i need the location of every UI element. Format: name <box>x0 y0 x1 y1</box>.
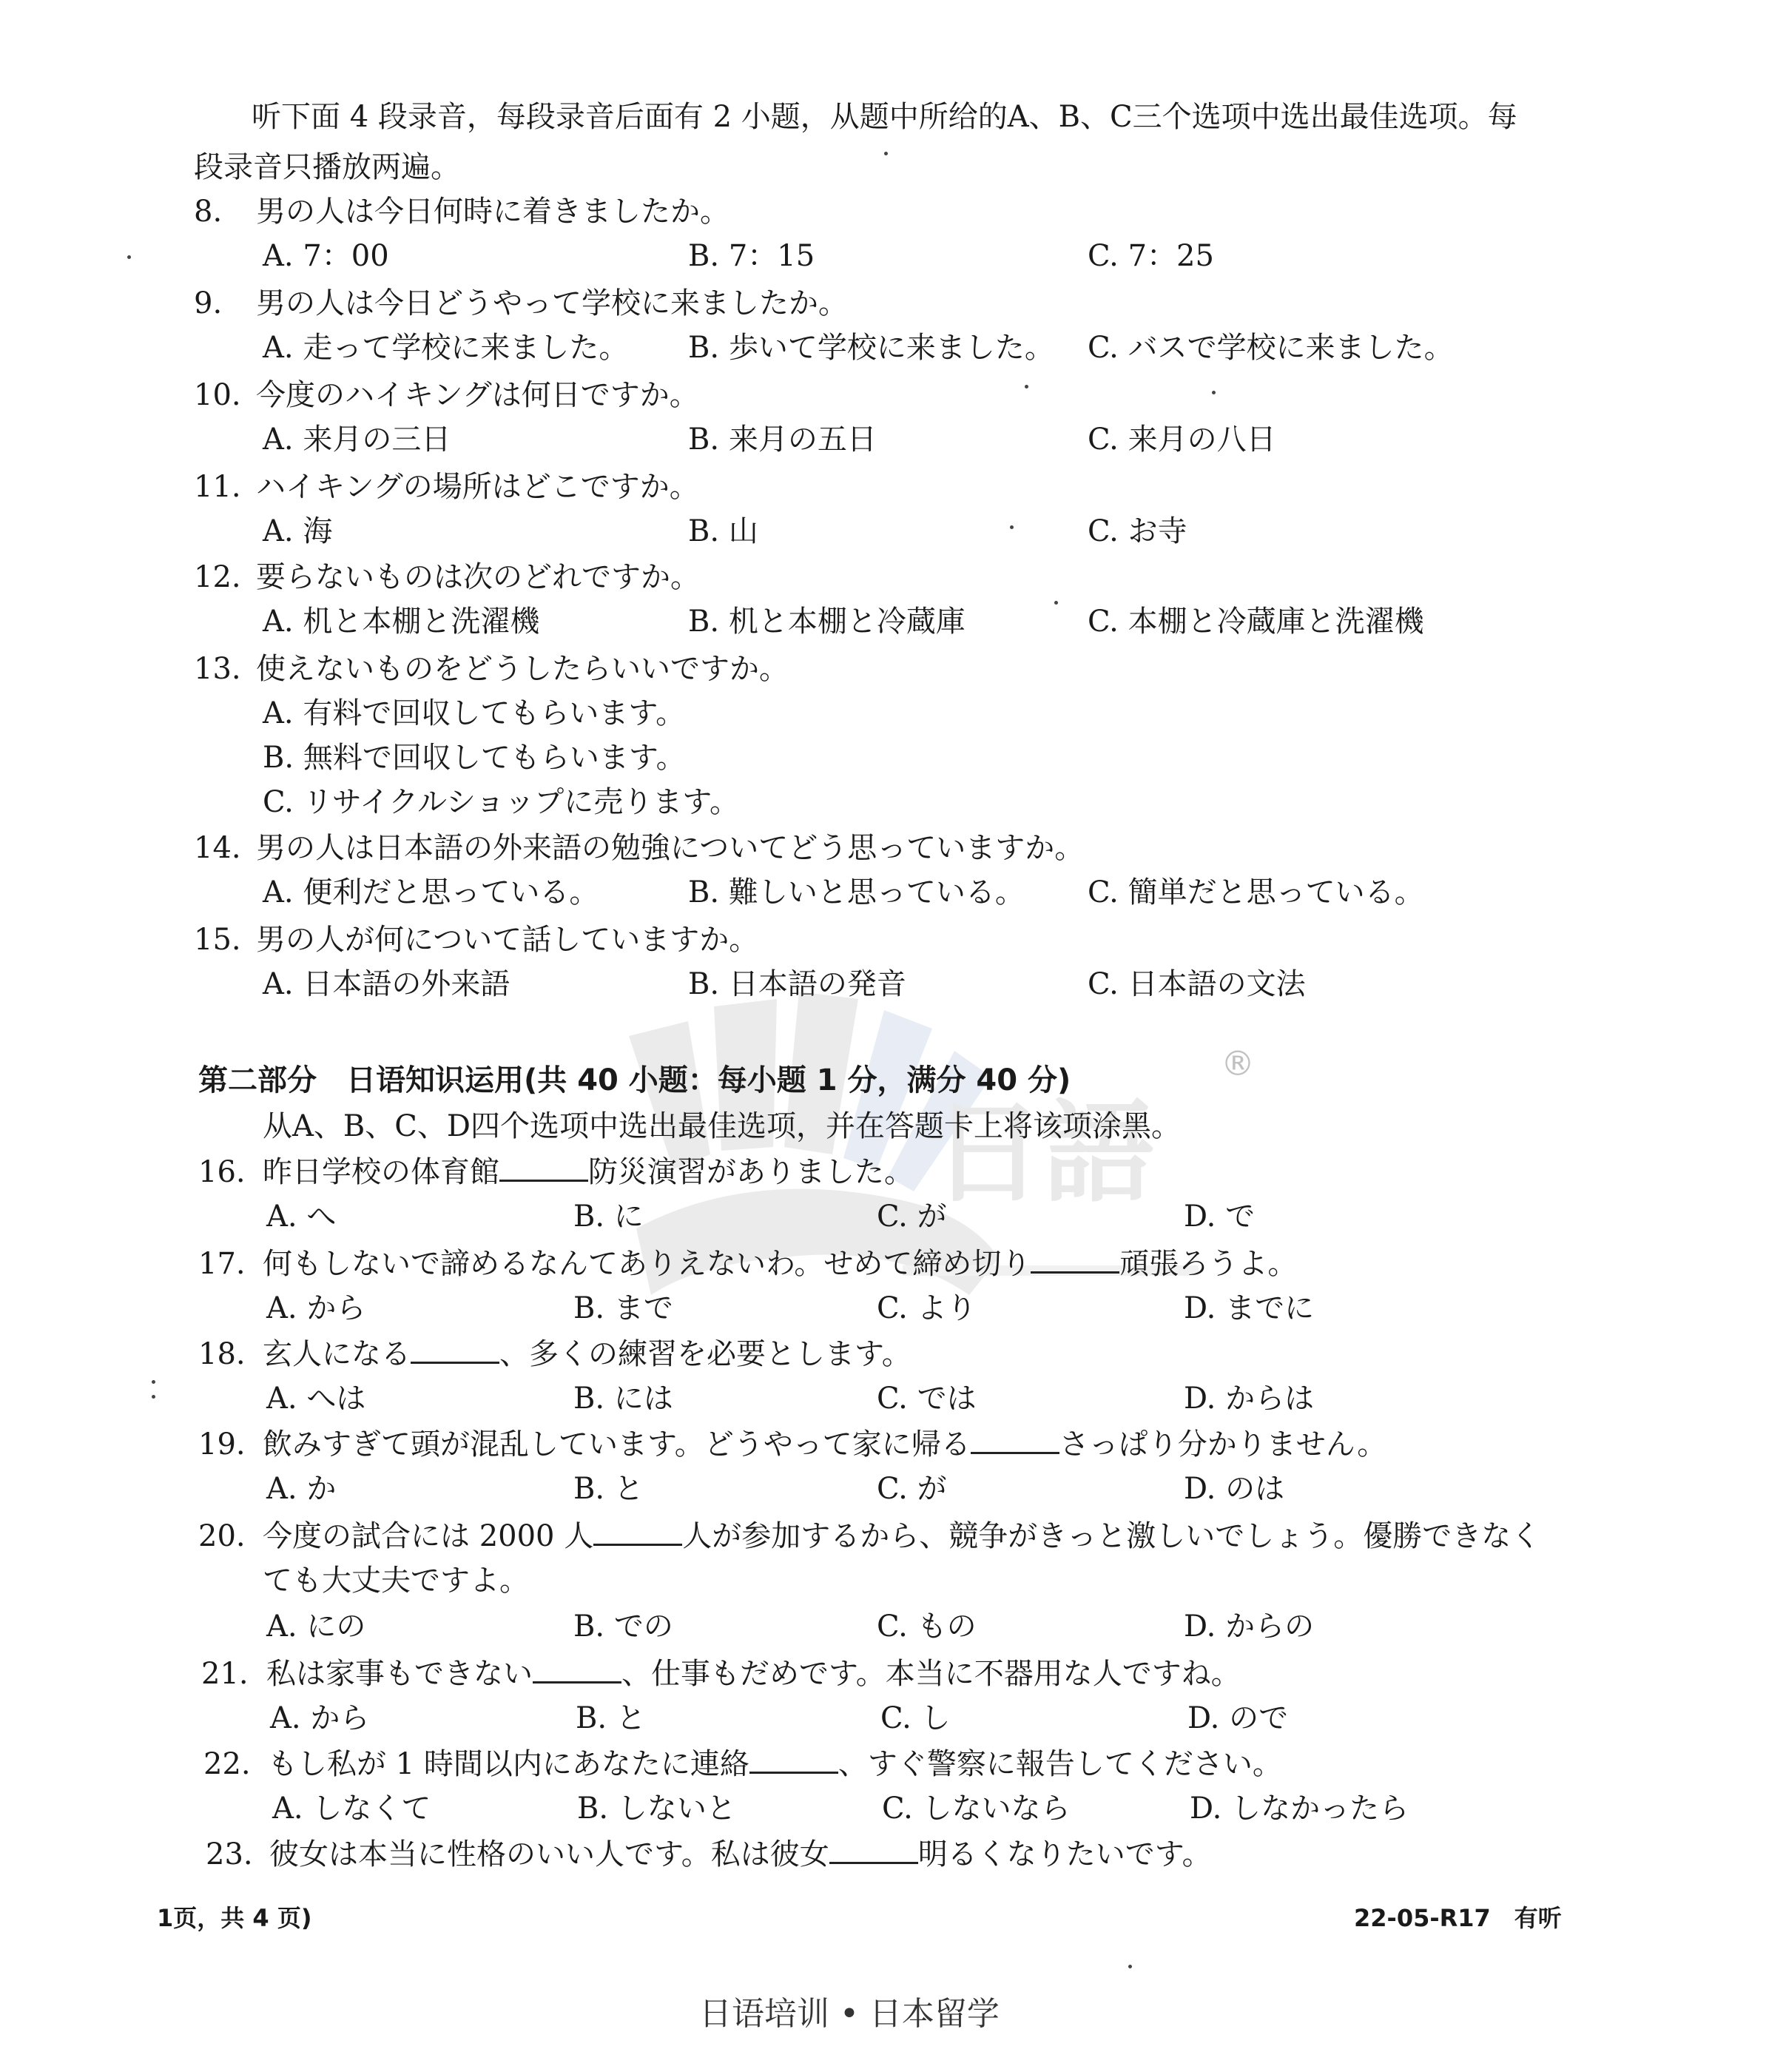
option-d: D. ので <box>1187 1701 1289 1735</box>
question-number: 13. <box>194 652 241 686</box>
question-text: 使えないものをどうしたらいいですか。 <box>256 652 789 686</box>
option-a: A. 走って学校に来ました。 <box>263 331 629 365</box>
question-number: 11. <box>194 470 241 504</box>
option-b: B. 山 <box>688 514 758 548</box>
question-number: 18. <box>198 1337 246 1371</box>
option-c: C. より <box>877 1291 977 1325</box>
option-b: B. しないと <box>577 1792 736 1826</box>
scan-speck <box>884 152 888 155</box>
question-text: 今度のハイキングは何日ですか。 <box>256 378 699 412</box>
question-number: 12. <box>194 560 241 594</box>
question-number: 23. <box>206 1837 253 1871</box>
answer-blank <box>971 1425 1059 1454</box>
option-d: D. のは <box>1184 1472 1285 1506</box>
scan-speck <box>1010 525 1014 529</box>
answer-blank <box>499 1153 588 1182</box>
question-text-continued: ても大丈夫ですよ。 <box>263 1564 529 1598</box>
option-a: A. 海 <box>263 514 333 548</box>
question-number: 17. <box>198 1247 246 1281</box>
answer-blank <box>829 1835 918 1864</box>
question-number: 9. <box>194 286 223 320</box>
listening-instruction-line1: 听下面 4 段录音，每段录音后面有 2 小题，从题中所给的A、B、C三个选项中选出最佳选项。每 <box>252 100 1517 134</box>
question-text: 要らないものは次のどれですか。 <box>256 560 700 594</box>
option-a: A. 有料で回収してもらいます。 <box>263 696 686 730</box>
scan-speck <box>1054 601 1058 605</box>
question-text: 男の人は今日どうやって学校に来ましたか。 <box>256 286 848 320</box>
option-a: A. 便利だと思っている。 <box>263 875 599 909</box>
question-number: 14. <box>194 831 241 865</box>
question-number: 16. <box>198 1155 246 1189</box>
option-b: B. 机と本棚と冷蔵庫 <box>688 605 966 639</box>
option-b: B. 来月の五日 <box>688 423 877 457</box>
option-a: A. へは <box>266 1382 366 1416</box>
question-number: 20. <box>198 1519 246 1553</box>
option-a: A. へ <box>266 1200 337 1234</box>
option-b: B. に <box>573 1200 644 1234</box>
option-b: B. 日本語の発音 <box>688 967 906 1001</box>
option-a: A. しなくて <box>272 1792 431 1826</box>
option-a: A. 机と本棚と洗濯機 <box>263 605 540 639</box>
question-number: 8. <box>194 195 223 229</box>
option-c: C. 本棚と冷蔵庫と洗濯機 <box>1088 605 1424 639</box>
part2-instruction: 从A、B、C、D四个选项中选出最佳选项，并在答题卡上将该项涂黑。 <box>263 1109 1181 1143</box>
scan-speck <box>1025 385 1028 388</box>
option-c: C. もの <box>877 1610 977 1644</box>
option-c: C. リサイクルショップに売ります。 <box>263 785 740 819</box>
option-c: C. しないなら <box>882 1792 1071 1826</box>
option-c: C. し <box>880 1701 951 1735</box>
question-number: 10. <box>194 378 241 412</box>
option-a: A. から <box>266 1291 366 1325</box>
question-text: 彼女は本当に性格のいい人です。私は彼女 明るくなりたいです。 <box>269 1834 1212 1875</box>
question-number: 19. <box>198 1427 246 1462</box>
option-a: A. 日本語の外来語 <box>263 967 510 1001</box>
question-text: 何もしないで諦めるなんてありえないわ。せめて締め切り 頑張ろうよ。 <box>263 1243 1297 1285</box>
option-c: C. バスで学校に来ました。 <box>1088 331 1454 365</box>
bottom-banner: 日语培训 • 日本留学 <box>699 1995 1000 2033</box>
option-c: C. 日本語の文法 <box>1088 967 1306 1001</box>
option-d: D. までに <box>1184 1291 1315 1325</box>
option-b: B. 7：15 <box>688 239 815 273</box>
option-c: C. 7：25 <box>1088 239 1214 273</box>
option-b: B. での <box>573 1610 673 1644</box>
question-text: 玄人になる 、多くの練習を必要とします。 <box>263 1333 911 1375</box>
scan-speck <box>1128 1965 1132 1968</box>
option-a: A. にの <box>266 1610 366 1644</box>
option-c: C. 簡単だと思っている。 <box>1088 875 1424 909</box>
option-a: A. か <box>266 1472 337 1506</box>
listening-instruction-line2: 段录音只播放两遍。 <box>194 150 460 184</box>
option-b: B. 無料で回収してもらいます。 <box>263 741 686 775</box>
part2-heading: 第二部分 日语知识运用(共 40 小题：每小题 1 分，满分 40 分) <box>198 1063 1071 1097</box>
answer-blank <box>411 1335 499 1364</box>
option-b: B. まで <box>573 1291 673 1325</box>
option-b: B. と <box>573 1472 644 1506</box>
option-a: A. 7：00 <box>263 239 389 273</box>
option-b: B. と <box>576 1701 646 1735</box>
option-b: B. 難しいと思っている。 <box>688 875 1025 909</box>
scan-speck <box>152 1380 155 1384</box>
question-text: 男の人が何について話していますか。 <box>256 923 759 957</box>
question-number: 22. <box>203 1747 251 1781</box>
answer-blank <box>533 1655 621 1684</box>
question-text: 飲みすぎて頭が混乱しています。どうやって家に帰る さっぱり分かりません。 <box>263 1424 1386 1465</box>
option-c: C. お寺 <box>1088 514 1187 548</box>
option-d: D. からの <box>1184 1610 1315 1644</box>
question-text: もし私が 1 時間以内にあなたに連絡 、すぐ警察に報告してください。 <box>268 1743 1282 1785</box>
answer-blank <box>749 1745 838 1774</box>
svg-text:日語: 日語 <box>932 1088 1155 1218</box>
question-number: 15. <box>194 923 241 957</box>
page-indicator: 1页，共 4 页) <box>157 1904 312 1932</box>
question-number: 21. <box>201 1657 249 1691</box>
scan-speck <box>152 1395 155 1399</box>
answer-blank <box>1031 1245 1119 1274</box>
question-text: 男の人は今日何時に着きましたか。 <box>256 195 729 229</box>
question-text: 昨日学校の体育館 防災演習がありました。 <box>263 1151 914 1193</box>
option-d: D. しなかったら <box>1190 1792 1409 1826</box>
option-d: D. からは <box>1184 1382 1315 1416</box>
option-b: B. 歩いて学校に来ました。 <box>688 331 1054 365</box>
scan-speck <box>1212 391 1216 394</box>
option-a: A. 来月の三日 <box>263 423 451 457</box>
option-c: C. では <box>877 1382 977 1416</box>
option-c: C. が <box>877 1472 947 1506</box>
option-c: C. が <box>877 1200 947 1234</box>
option-a: A. から <box>270 1701 370 1735</box>
question-text: 私は家事もできない 、仕事もだめです。本当に不器用な人ですね。 <box>266 1653 1241 1695</box>
answer-blank <box>593 1517 682 1546</box>
question-text: 男の人は日本語の外来語の勉強についてどう思っていますか。 <box>256 831 1085 865</box>
registered-mark: ® <box>1221 1043 1255 1083</box>
option-d: D. で <box>1184 1200 1256 1234</box>
paper-code: 22-05-R17 有听 <box>1354 1904 1562 1932</box>
option-b: B. には <box>573 1382 673 1416</box>
question-text: ハイキングの場所はどこですか。 <box>256 470 699 504</box>
scan-speck <box>127 255 131 259</box>
question-text: 今度の試合には 2000 人 人が参加するから、競争がきっと激しいでしょう。優勝できなく <box>263 1516 1540 1557</box>
option-c: C. 来月の八日 <box>1088 423 1276 457</box>
